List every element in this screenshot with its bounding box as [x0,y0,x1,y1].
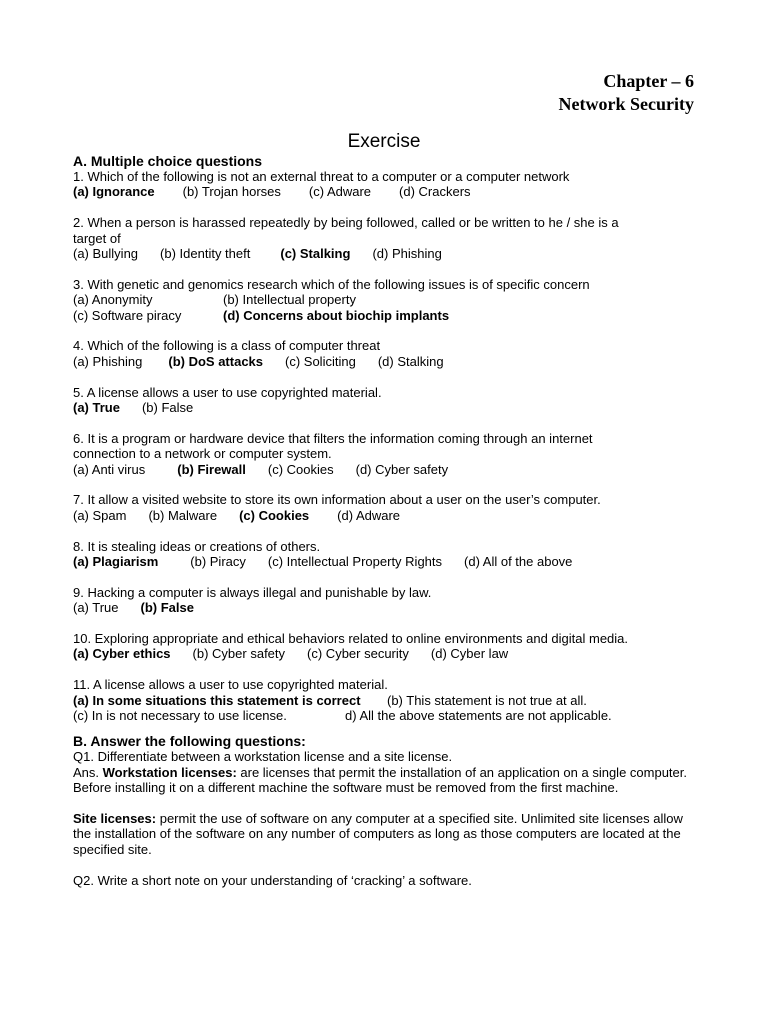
question-7 [73,492,713,523]
option-c: (c) Software piracy [73,307,182,323]
exercise-content [73,153,713,888]
question-text: 3. With genetic and genomics research which of the following issues is of specific concern [73,276,590,292]
exercise-title: Exercise [347,131,421,152]
question-10 [73,631,713,662]
question-text: 8. It is stealing ideas or creations of others. [73,538,321,554]
options-row [73,246,713,261]
options-row [73,508,713,523]
options-row [73,400,713,415]
option-a: (a) Bullying [73,246,139,262]
option-a-correct: (a) Cyber ethics [73,646,171,662]
option-c-correct: (c) Cookies [239,507,310,523]
site-term: Site licenses: [73,811,157,827]
question-text: 5. A license allows a user to use copyrighted material. [73,384,382,400]
option-d: (d) Phishing [372,246,442,262]
question-b1: Q1. Differentiate between a workstation license and a site license. [73,749,453,765]
question-text: 2. When a person is harassed repeatedly by being followed, called or be written to he / she is a target of [73,215,619,246]
option-b: (b) Intellectual property [223,292,356,308]
option-d: (d) Cyber law [430,646,509,662]
option-d: (d) Cyber safety [355,461,449,477]
option-c: (c) Soliciting [285,353,356,369]
option-b: (b) This statement is not true at all. [387,692,587,708]
option-a-correct: (a) In some situations this statement is correct [73,692,361,708]
option-a: (a) Anti virus [73,461,146,477]
options-row-2 [73,308,713,323]
question-6 [73,431,713,477]
question-4 [73,338,713,369]
chapter-title: Network Security [558,94,694,114]
answer-b1-workstation [73,765,705,796]
question-11 [73,677,713,723]
option-d: (d) All of the above [464,554,573,570]
option-a-correct: (a) True [73,400,120,416]
option-c: (c) Cookies [267,461,334,477]
question-text: 9. Hacking a computer is always illegal and punishable by law. [73,584,432,600]
question-text: 4. Which of the following is a class of computer threat [73,338,381,354]
option-a: (a) True [73,600,119,616]
option-b: (b) Trojan horses [182,184,281,200]
section-b-heading: B. Answer the following questions: [73,733,306,750]
question-2 [73,215,713,261]
option-b: (b) Malware [148,507,218,523]
option-d: (d) Adware [337,507,401,523]
chapter-number: Chapter – 6 [603,71,694,91]
option-d: d) All the above statements are not applicable. [345,708,612,724]
options-row-1 [73,693,713,708]
section-a-heading: A. Multiple choice questions [73,153,263,169]
option-b: (b) Piracy [190,554,246,570]
option-a: (a) Spam [73,507,127,523]
option-b-correct: (b) False [140,600,194,616]
option-c: (c) Intellectual Property Rights [267,554,443,570]
option-c: (c) In is not necessary to use license. [73,708,287,724]
option-b-correct: (b) DoS attacks [168,353,264,369]
question-text: 11. A license allows a user to use copyrighted material. [73,677,388,693]
question-5 [73,385,713,416]
options-row [73,646,713,661]
options-row [73,554,713,569]
site-text: permit the use of software on any computer at a specified site. Unlimited site licenses allow the installation of the software on any number of computers as long as those computers are located at the specified site. [73,811,683,857]
option-c: (c) Adware [308,184,372,200]
answer-b1-site [73,811,693,857]
question-8 [73,539,713,570]
workstation-term: Workstation licenses: [102,764,237,780]
answer-prefix: Ans. [73,764,100,780]
options-row [73,184,713,199]
options-row-1 [73,292,713,307]
option-c: (c) Cyber security [307,646,409,662]
question-text: 7. It allow a visited website to store its own information about a user on the user’s computer. [73,492,601,508]
question-text: 10. Exploring appropriate and ethical behaviors related to online environments and digital media. [73,631,629,647]
question-1 [73,169,713,200]
workstation-text: are licenses that permit the installation of an application on a single computer. Before installing it on a different machine the software must be removed from the first machine. [73,764,687,796]
option-a: (a) Phishing [73,353,143,369]
options-row [73,462,713,477]
option-d-correct: (d) Concerns about biochip implants [223,307,450,323]
option-d: (d) Stalking [377,353,444,369]
option-d: (d) Crackers [399,184,471,200]
option-c-correct: (c) Stalking [280,246,351,262]
chapter-header [559,70,694,116]
question-3 [73,277,713,323]
option-a-correct: (a) Ignorance [73,184,155,200]
question-text: 6. It is a program or hardware device that filters the information coming through an internet connection to a network or computer system. [73,430,593,462]
question-b2: Q2. Write a short note on your understanding of ‘cracking’ a software. [73,872,472,888]
options-row [73,354,713,369]
option-a: (a) Anonymity [73,292,153,308]
option-b-correct: (b) Firewall [177,461,246,477]
option-b: (b) Identity theft [160,246,251,262]
question-text: 1. Which of the following is not an external threat to a computer or a computer network [73,169,570,184]
option-b: (b) False [141,400,194,416]
options-row-2 [73,708,713,723]
option-a-correct: (a) Plagiarism [73,554,159,570]
question-9 [73,585,713,616]
option-b: (b) Cyber safety [192,646,286,662]
options-row [73,600,713,615]
